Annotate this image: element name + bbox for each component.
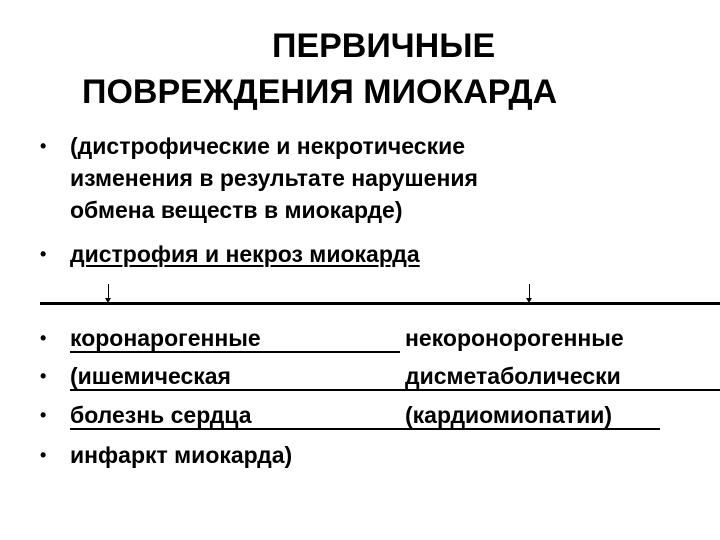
right-item-noncoronarogenic: некоронорогенные: [405, 325, 624, 351]
left-item-coronarogenic: коронарогенные: [70, 325, 261, 351]
right-item-dysmetabolic: дисметаболически: [405, 363, 621, 389]
bullet-row-2: •: [40, 366, 47, 386]
divider-line: [40, 302, 720, 305]
left-item-ischemic: (ишемическая: [70, 363, 231, 389]
bullet-intro-1: •: [40, 136, 47, 156]
bullet-intro-2: •: [40, 244, 47, 264]
right-item-cardiomyopathy: (кардиомиопатии): [405, 402, 613, 428]
title-line-2: ПОВРЕЖДЕНИЯ МИОКАРДА: [82, 73, 558, 111]
underline-row-1: [70, 351, 400, 353]
arrow-right-head-icon: [526, 298, 532, 303]
bullet-row-3: •: [40, 405, 47, 425]
title-line-1: ПЕРВИЧНЫЕ: [272, 27, 496, 65]
bullet-row-4: •: [40, 445, 47, 465]
left-item-heart-disease: болезнь сердца: [70, 402, 252, 428]
intro-line-2: изменения в результате нарушения: [70, 165, 478, 191]
left-item-infarction: инфаркт миокарда): [70, 442, 293, 468]
intro-line-1: (дистрофические и некротические: [70, 133, 466, 159]
intro-line-3: обмена веществ в миокарде): [70, 197, 403, 223]
intro-item-dystrophy: дистрофия и некроз миокарда: [70, 241, 420, 267]
bullet-row-1: •: [40, 328, 47, 348]
underline-row-2: [70, 389, 720, 391]
arrow-left-head-icon: [105, 298, 111, 303]
